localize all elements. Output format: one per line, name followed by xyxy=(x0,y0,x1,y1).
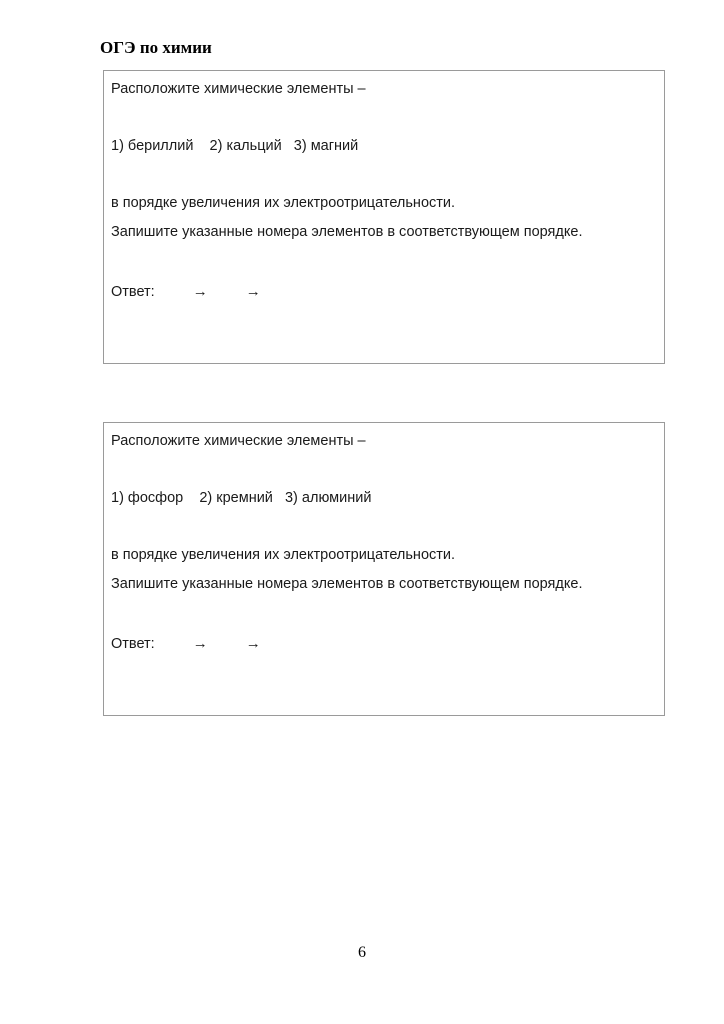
arrow-icon: → xyxy=(192,635,208,652)
task-options: 1) фосфор 2) кремний 3) алюминий xyxy=(111,490,372,506)
task-instruction: Запишите указанные номера элементов в соответствующем порядке. xyxy=(111,224,583,240)
answer-line xyxy=(111,635,654,653)
task-box-2 xyxy=(103,422,665,716)
answer-line xyxy=(111,283,654,301)
arrow-icon: → xyxy=(245,283,261,300)
page-title: ОГЭ по химии xyxy=(100,38,212,57)
arrow-icon: → xyxy=(245,635,261,652)
page-number: 6 xyxy=(358,944,366,961)
answer-label: Ответ: xyxy=(111,636,155,652)
task-criterion: в порядке увеличения их электроотрицательности. xyxy=(111,195,456,211)
task-criterion: в порядке увеличения их электроотрицательности. xyxy=(111,547,456,563)
arrow-icon: → xyxy=(192,283,208,300)
task-box-1 xyxy=(103,70,665,364)
task-options: 1) бериллий 2) кальций 3) магний xyxy=(111,138,359,154)
task-instruction: Запишите указанные номера элементов в соответствующем порядке. xyxy=(111,576,583,592)
task-prompt: Расположите химические элементы – xyxy=(111,81,366,97)
answer-label: Ответ: xyxy=(111,284,155,300)
task-prompt: Расположите химические элементы – xyxy=(111,433,366,449)
